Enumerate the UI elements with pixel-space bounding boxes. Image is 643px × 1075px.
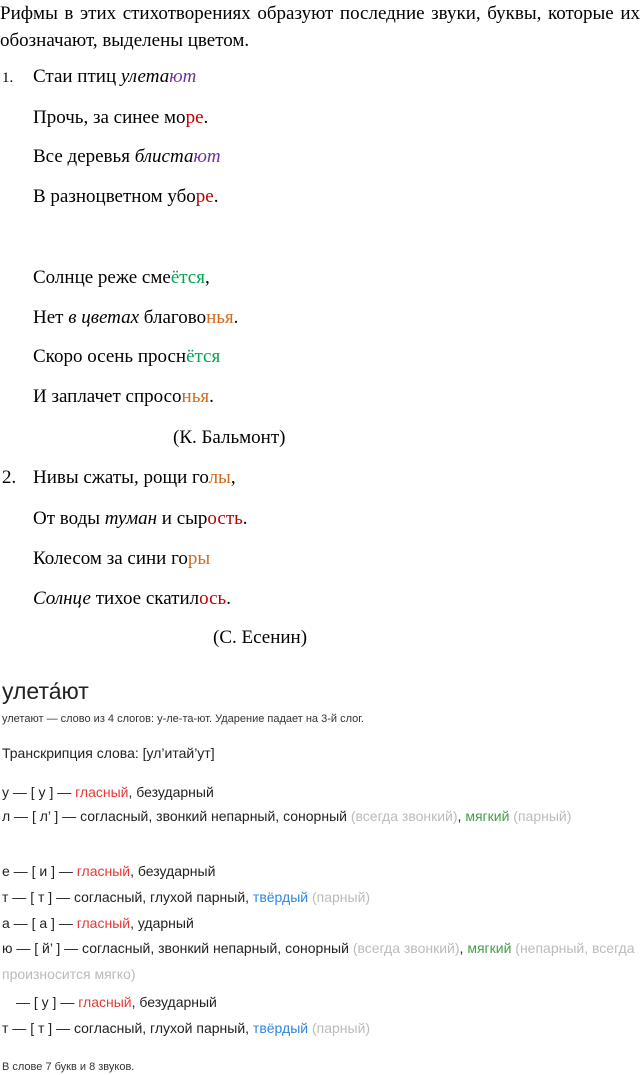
poem1-line-5: Солнце реже смеётся,	[33, 267, 210, 288]
letter-sound-count: В слове 7 букв и 8 звуков.	[2, 1061, 135, 1073]
poem1-line-4: В разноцветном уборе.	[33, 186, 219, 207]
intro-text: Рифмы в этих стихотворениях образуют последние звуки, буквы, которые их обозначают, выделены цветом.	[0, 3, 640, 51]
poem1-line-8: И заплачет спросонья.	[33, 386, 214, 407]
transcription: Транскрипция слова: [ул’итай’ут]	[2, 745, 215, 761]
phoneme-row: л — [ л’ ] — согласный, звонкий непарный, сонорный (всегда звонкий), мягкий (парный)	[2, 808, 572, 824]
word-title: улета́ют	[2, 678, 89, 704]
poem1-number: 1.	[2, 70, 14, 86]
poem1-line-3: Все деревья блистают	[33, 146, 221, 167]
poem1-line-6: Нет в цветах благовонья.	[33, 307, 239, 328]
poem1-line-2: Прочь, за синее море.	[33, 107, 209, 128]
poem1-line-7: Скоро осень проснётся	[33, 346, 221, 367]
poem2-number: 2.	[2, 467, 17, 488]
poem2-line-2: От воды туман и сырость.	[33, 508, 248, 529]
phoneme-row: ю — [ й’ ] — согласный, звонкий непарный, сонорный (всегда звонкий), мягкий (непарный, всегда произносится мягко)	[2, 940, 635, 982]
poem2-line-3: Колесом за сини горы	[33, 548, 211, 569]
phoneme-row: е — [ и ] — гласный, безударный	[2, 863, 216, 879]
phoneme-row: т — [ т ] — согласный, глухой парный, твёрдый (парный)	[2, 889, 371, 905]
poem2-author: (С. Есенин)	[213, 627, 308, 648]
poem2-line-4: Солнце тихое скатилось.	[33, 588, 231, 609]
phoneme-row: — [ у ] — гласный, безударный	[16, 994, 217, 1010]
phoneme-row: т — [ т ] — согласный, глухой парный, твёрдый (парный)	[2, 1020, 371, 1036]
poem1-author: (К. Бальмонт)	[173, 427, 286, 448]
syllable-summary: улетают — слово из 4 слогов: у-ле-та-ют. Ударение падает на 3-й слог.	[2, 713, 364, 725]
phoneme-row: у — [ у ] — гласный, безударный	[2, 784, 214, 800]
phoneme-row: а — [ а ] — гласный, ударный	[2, 915, 194, 931]
poem2-line-1: Нивы сжаты, рощи голы,	[33, 467, 236, 488]
poem1-line-1: Стаи птиц улетают	[33, 66, 197, 87]
